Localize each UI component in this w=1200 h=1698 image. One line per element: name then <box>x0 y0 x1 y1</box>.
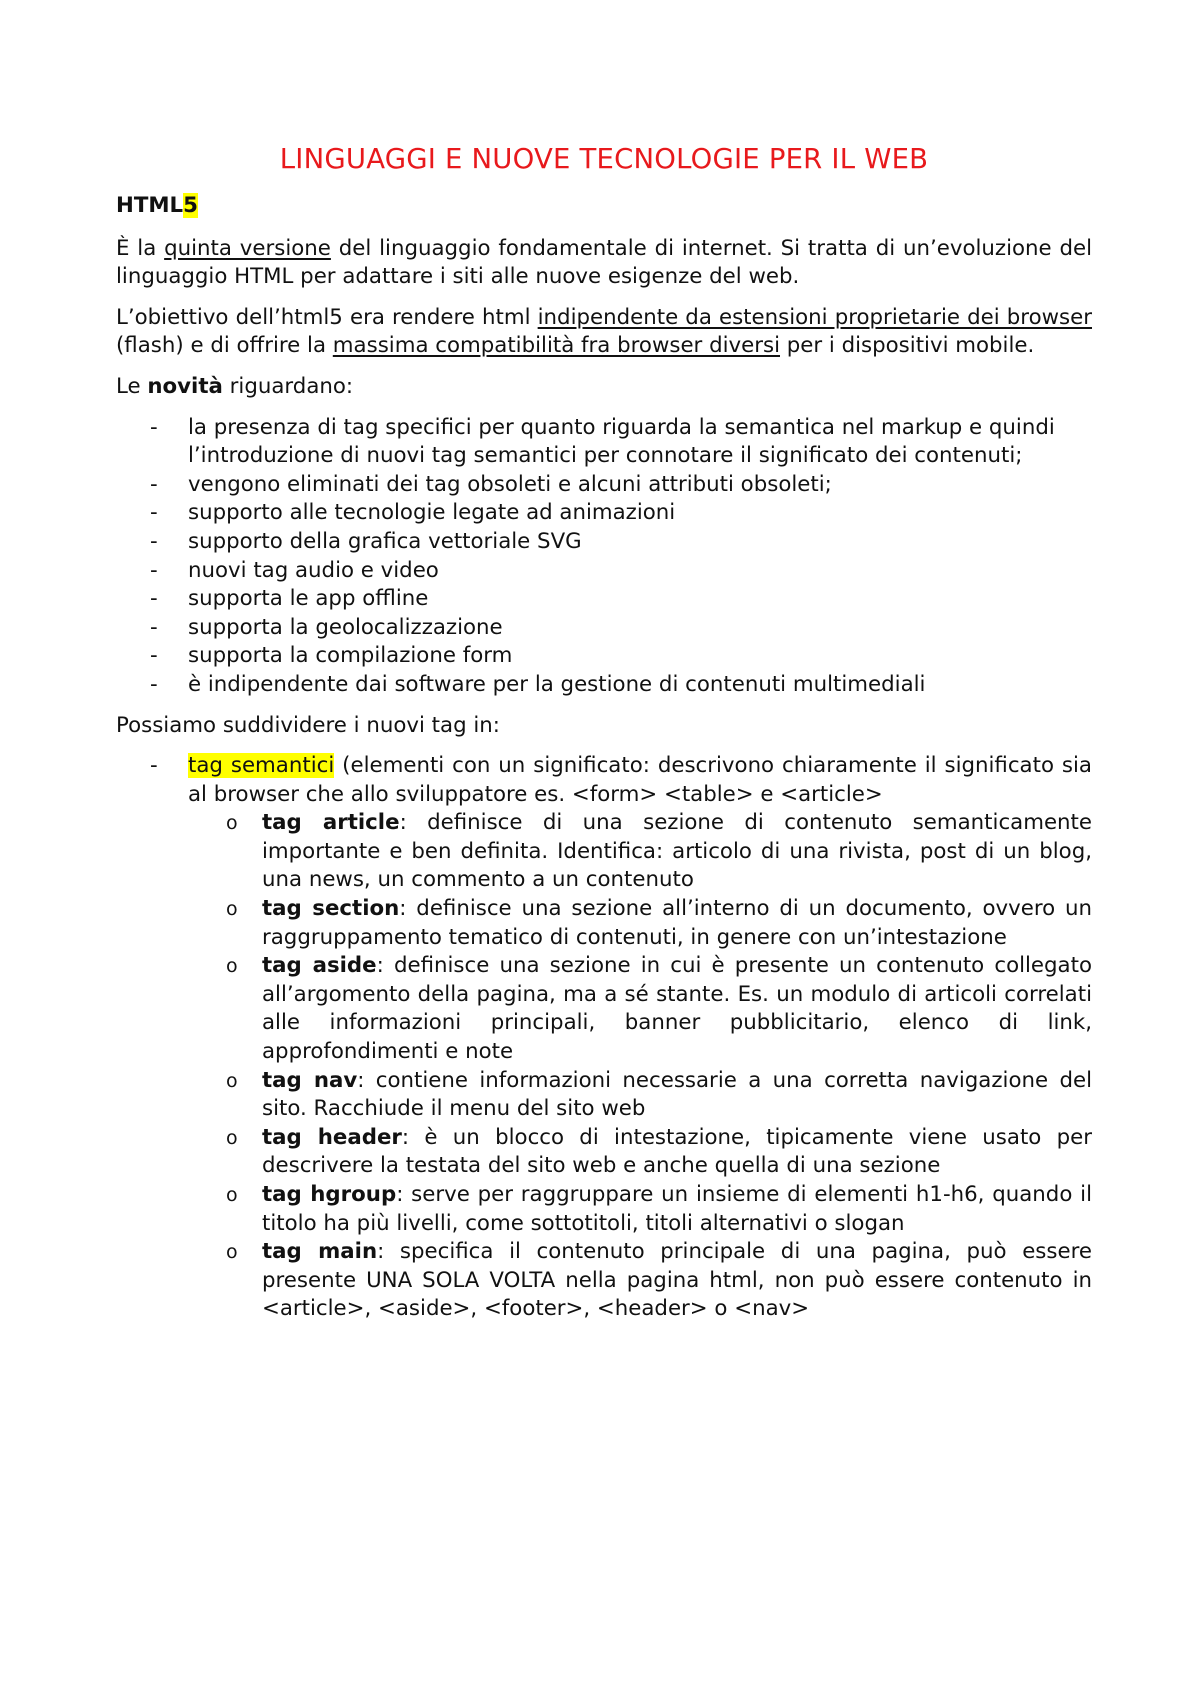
list-item-text: supporto alle tecnologie legate ad animazioni <box>188 500 676 526</box>
dash-bullet: - <box>150 471 158 497</box>
tag-name: tag aside <box>262 953 377 979</box>
tag-name: tag main <box>262 1239 378 1265</box>
tag-name: tag nav <box>262 1067 358 1093</box>
tag-description: : definisce di una sezione di contenuto semanticamente importante e ben definita. Identifica: articolo di una rivista, post di un blog, una news, un commento a un contenuto <box>262 810 1093 893</box>
circle-bullet: o <box>226 898 238 921</box>
underlined-text: massima compatibilità fra browser diversi <box>332 333 780 359</box>
tag-description: : definisce una sezione all’interno di un documento, ovvero un raggruppamento tematico di contenuti, in genere con un’intestazione <box>262 896 1092 950</box>
list-item <box>116 528 1092 557</box>
tag-name: tag hgroup <box>262 1182 397 1207</box>
dash-bullet: - <box>150 557 158 583</box>
list-item <box>116 671 1092 700</box>
list-item <box>116 471 1092 500</box>
list-item <box>116 414 1092 471</box>
list-item-text: supporta le app offline <box>188 586 429 612</box>
tag-name: tag section <box>262 896 400 922</box>
tag-name: tag header <box>262 1124 402 1150</box>
paragraph-novita <box>116 373 1092 402</box>
list-item <box>116 557 1092 586</box>
list-item-text: supporto della grafica vettoriale SVG <box>188 528 582 554</box>
list-item <box>116 614 1092 643</box>
paragraph-intro <box>116 235 1092 292</box>
section-heading-text: HTML <box>116 193 184 218</box>
paragraph-text: Le <box>116 373 148 399</box>
sub-list-item <box>116 895 1092 952</box>
dash-bullet: - <box>150 753 158 779</box>
circle-bullet: o <box>226 812 238 835</box>
bold-text: novità <box>147 373 223 399</box>
tag-semantici-text <box>188 752 1092 809</box>
dash-bullet: - <box>150 500 158 526</box>
novita-list <box>116 414 1092 700</box>
tag-description: : definisce una sezione in cui è presente un contenuto collegato all’argomento della pagina, ma a sé stante. Es. un modulo di articoli correlati alle informazioni principali, banner pubblicitario, elenco di link, approfondimenti e note <box>262 953 1092 1065</box>
list-item <box>116 499 1092 528</box>
circle-bullet: o <box>226 1069 238 1092</box>
circle-bullet: o <box>226 1241 238 1264</box>
tag-description: : serve per raggruppare un insieme di elementi h1-h6, quando il titolo ha più livelli, come sottotitoli, titoli alternativi o slogan <box>262 1182 1092 1236</box>
list-item-tag-semantici <box>116 752 1092 1324</box>
paragraph-objective <box>116 304 1092 361</box>
sub-list-item <box>116 1238 1092 1324</box>
tag-categories-list <box>116 752 1092 1324</box>
sub-list-item <box>116 1067 1092 1124</box>
dash-bullet: - <box>150 643 158 669</box>
sub-list-item <box>116 952 1092 1066</box>
list-item-text: (elementi con un significato: descrivono chiaramente il significato sia al browser che allo sviluppatore es. <form> <table> e <article> <box>188 753 1092 807</box>
sub-list-item <box>116 1181 1092 1238</box>
list-item-text: supporta la compilazione form <box>188 643 513 669</box>
dash-bullet: - <box>150 586 158 612</box>
underlined-text: quinta versione <box>164 235 331 261</box>
dash-bullet: - <box>150 414 158 440</box>
circle-bullet: o <box>226 955 238 978</box>
list-item-text: è indipendente dai software per la gestione di contenuti multimediali <box>188 671 926 697</box>
list-item <box>116 585 1092 614</box>
dash-bullet: - <box>150 528 158 554</box>
list-item-text: la presenza di tag specifici per quanto riguarda la semantica nel markup e quindi l’introduzione di nuovi tag semantici per connotare il significato dei contenuti; <box>188 414 1055 469</box>
sub-list-item <box>116 1124 1092 1181</box>
paragraph-text: per i dispositivi mobile. <box>780 333 1035 359</box>
list-item-text: nuovi tag audio e video <box>188 557 439 583</box>
section-heading-html5 <box>116 192 1092 221</box>
paragraph-text: L’obiettivo dell’html5 era rendere html <box>116 304 538 330</box>
tag-description: : specifica il contenuto principale di una pagina, può essere presente UNA SOLA VOLTA nella pagina html, non può essere contenuto in <article>, <aside>, <footer>, <header> o <nav> <box>262 1239 1092 1322</box>
paragraph-text: del linguaggio fondamentale di internet. Si tratta di un’evoluzione del linguaggio HTML per adattare i siti alle nuove esigenze del web. <box>116 235 1092 290</box>
list-item <box>116 642 1092 671</box>
paragraph-text: (flash) e di offrire la <box>116 333 333 359</box>
sub-list-item <box>116 809 1092 895</box>
tag-name: tag article <box>262 810 400 836</box>
list-item-text: supporta la geolocalizzazione <box>188 614 503 640</box>
circle-bullet: o <box>226 1126 238 1149</box>
section-heading-highlight: 5 <box>183 193 198 218</box>
dash-bullet: - <box>150 614 158 640</box>
list-item-text: vengono eliminati dei tag obsoleti e alcuni attributi obsoleti; <box>188 471 832 497</box>
paragraph-text: È la <box>116 235 165 261</box>
underlined-text: indipendente da estensioni proprietarie dei browser <box>537 304 1092 330</box>
highlighted-text: tag semantici <box>188 753 335 779</box>
dash-bullet: - <box>150 671 158 697</box>
tag-description: : contiene informazioni necessarie a una corretta navigazione del sito. Racchiude il menu del sito web <box>262 1067 1092 1122</box>
paragraph-suddivisione: Possiamo suddividere i nuovi tag in: <box>116 712 500 738</box>
document-title: LINGUAGGI E NUOVE TECNOLOGIE PER IL WEB <box>279 143 929 175</box>
paragraph-text: riguardano: <box>222 373 354 399</box>
tag-description: : è un blocco di intestazione, tipicamente viene usato per descrivere la testata del sito web e anche quella di una sezione <box>262 1124 1092 1179</box>
semantic-tags-list <box>188 809 1092 1324</box>
circle-bullet: o <box>226 1184 238 1206</box>
